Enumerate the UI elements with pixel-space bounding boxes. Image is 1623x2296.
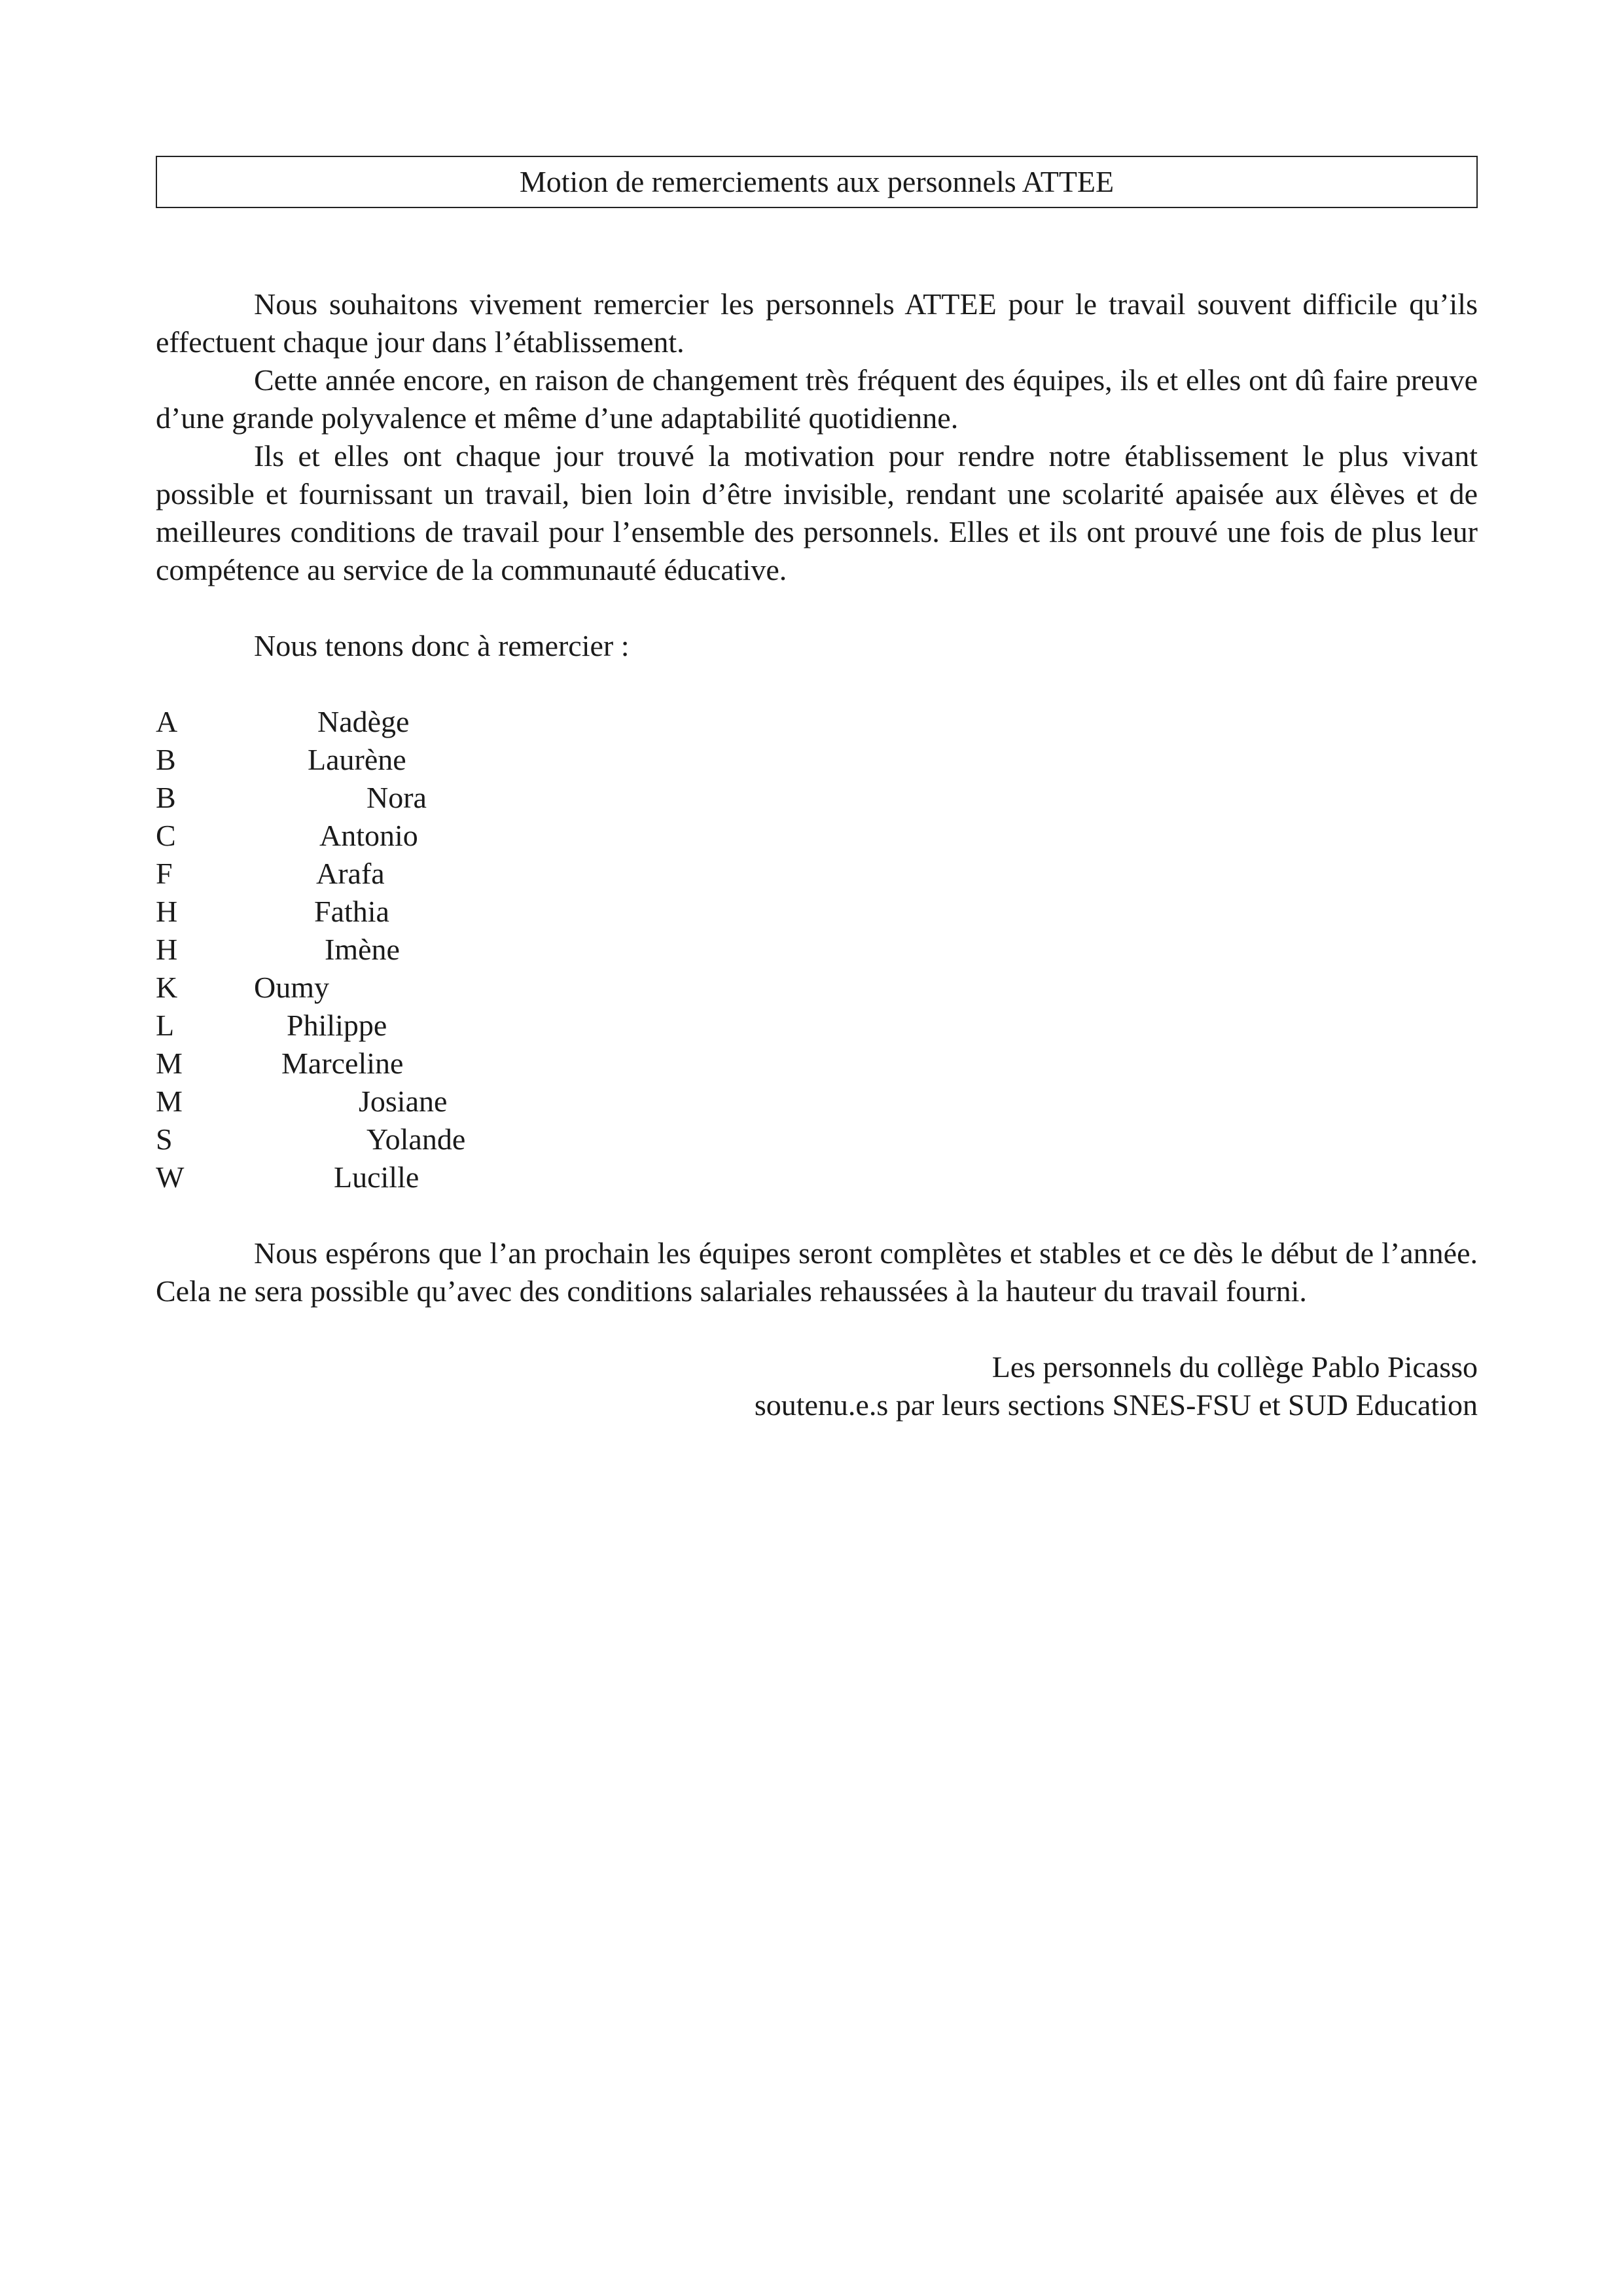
staff-row <box>156 741 1478 779</box>
staff-row <box>156 703 1478 741</box>
staff-row <box>156 893 1478 931</box>
staff-row <box>156 855 1478 893</box>
staff-row <box>156 931 1478 969</box>
staff-initial: W <box>156 1160 185 1194</box>
staff-row <box>156 817 1478 855</box>
thanks-intro: Nous tenons donc à remercier : <box>254 629 630 662</box>
staff-first-name: Josiane <box>359 1085 448 1118</box>
staff-first-name: Laurène <box>308 743 406 776</box>
staff-initial: H <box>156 933 178 966</box>
staff-initial: S <box>156 1122 173 1156</box>
staff-initial: C <box>156 819 176 852</box>
paragraph-3: Ils et elles ont chaque jour trouvé la motivation pour rendre notre établissement le plus vivant possible et fournissant un travail, bien loin d’être invisible, rendant une scolarité apaisée aux élèves et de meilleures conditions de travail pour l’ensemble des personnels. Elles et ils ont prouvé une fois de plus leur compétence au service de la communauté éducative. <box>156 439 1478 586</box>
staff-first-name: Antonio <box>319 819 418 852</box>
staff-row <box>156 1083 1478 1121</box>
staff-first-name: Arafa <box>316 857 385 890</box>
staff-first-name: Yolande <box>366 1122 466 1156</box>
staff-row <box>156 969 1478 1007</box>
signature-block <box>156 1348 1478 1424</box>
staff-first-name: Fathia <box>314 895 389 928</box>
staff-initial: K <box>156 971 178 1004</box>
staff-initial: M <box>156 1085 183 1118</box>
staff-initial: H <box>156 895 178 928</box>
staff-row <box>156 1158 1478 1196</box>
staff-initial: B <box>156 743 176 776</box>
document-page <box>156 156 1478 1424</box>
staff-row <box>156 1007 1478 1045</box>
staff-row <box>156 1045 1478 1083</box>
staff-row <box>156 779 1478 817</box>
paragraph-1: Nous souhaitons vivement remercier les personnels ATTEE pour le travail souvent difficile qu’ils effectuent chaque jour dans l’établissement. <box>156 287 1478 359</box>
staff-first-name: Nora <box>366 781 427 814</box>
staff-initial: A <box>156 705 178 738</box>
staff-first-name: Imène <box>325 933 400 966</box>
staff-initial: F <box>156 857 173 890</box>
paragraph-2: Cette année encore, en raison de changement très fréquent des équipes, ils et elles ont dû faire preuve d’une grande polyvalence et même d’une adaptabilité quotidienne. <box>156 363 1478 435</box>
signature-line-1: Les personnels du collège Pablo Picasso <box>991 1350 1478 1384</box>
staff-list <box>156 703 1478 1196</box>
signature-line-2: soutenu.e.s par leurs sections SNES-FSU et SUD Education <box>754 1388 1478 1422</box>
staff-row <box>156 1121 1478 1158</box>
staff-first-name: Oumy <box>254 971 329 1004</box>
title-box <box>156 156 1478 208</box>
staff-initial: L <box>156 1009 175 1042</box>
closing-paragraph: Nous espérons que l’an prochain les équipes seront complètes et stables et ce dès le début de l’année. Cela ne sera possible qu’avec des conditions salariales rehaussées à la hauteur du travail fourni. <box>156 1236 1478 1308</box>
staff-first-name: Marceline <box>281 1047 404 1080</box>
staff-first-name: Philippe <box>287 1009 387 1042</box>
staff-initial: B <box>156 781 176 814</box>
staff-first-name: Nadège <box>317 705 410 738</box>
staff-initial: M <box>156 1047 183 1080</box>
staff-first-name: Lucille <box>334 1160 419 1194</box>
body-text <box>156 285 1478 589</box>
document-title: Motion de remerciements aux personnels ATTEE <box>519 165 1115 198</box>
